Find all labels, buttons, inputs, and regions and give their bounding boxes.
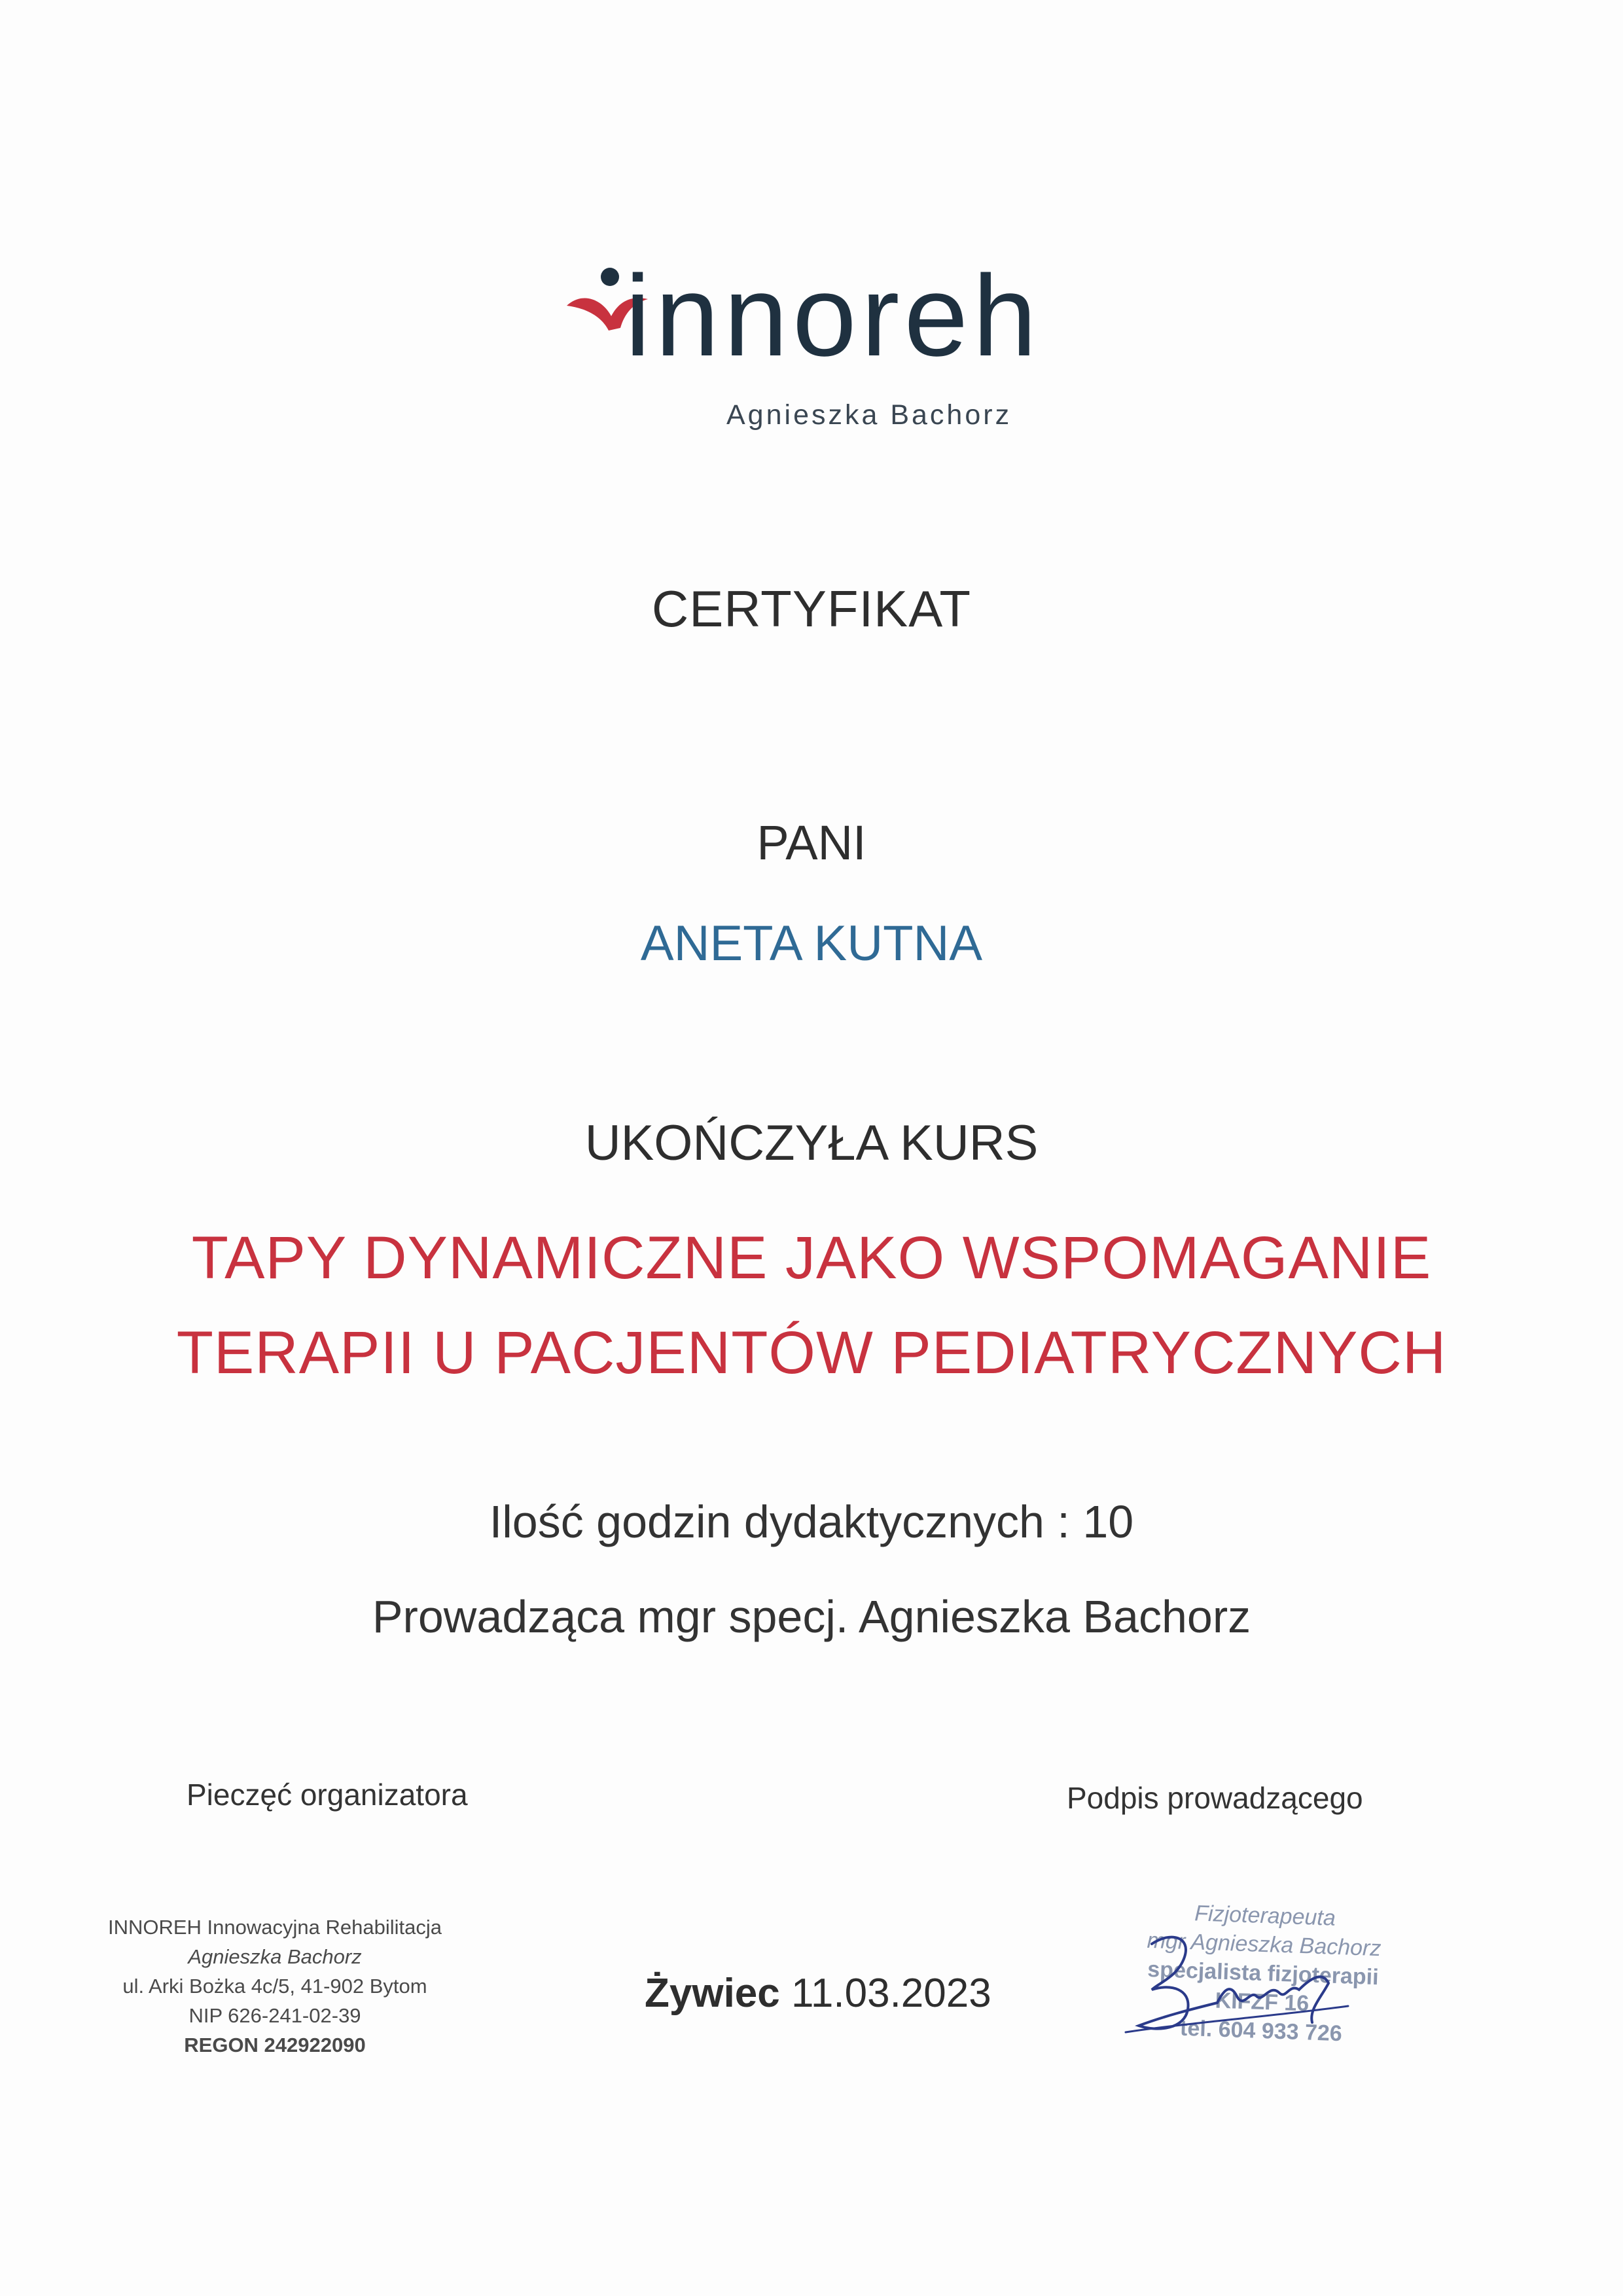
innoreh-logo — [563, 252, 1042, 442]
instructor-stamp-line-3: specjalista fizjoterapii — [1147, 1956, 1380, 1990]
instructor-stamp-line-5: tel. 604 933 726 — [1179, 2015, 1343, 2047]
course-title-line-1: TAPY DYNAMICZNE JAKO WSPOMAGANIE — [191, 1225, 1432, 1291]
signature-label: Podpis prowadzącego — [1067, 1781, 1363, 1815]
salutation: PANI — [757, 816, 866, 870]
handwritten-signature — [1113, 1918, 1414, 2049]
hours-line: Ilość godzin dydaktycznych : 10 — [489, 1496, 1134, 1547]
instructor-stamp-line-1: Fizjoterapeuta — [1194, 1901, 1336, 1931]
completed-label: UKOŃCZYŁA KURS — [584, 1115, 1039, 1171]
place-date — [645, 1970, 991, 2017]
stamp-line-address: ul. Arki Bożka 4c/5, 41-902 Bytom — [122, 1975, 427, 1998]
instructor-line: Prowadząca mgr specj. Agnieszka Bachorz — [372, 1591, 1251, 1642]
certificate-title: CERTYFIKAT — [651, 580, 972, 637]
recipient-name: ANETA KUTNA — [640, 916, 983, 971]
organizer-stamp — [79, 1912, 471, 2060]
place: Żywiec — [645, 1971, 780, 2016]
stamp-line-company: INNOREH Innowacyjna Rehabilitacja — [107, 1916, 442, 1939]
stamp-line-name: Agnieszka Bachorz — [188, 1945, 362, 1968]
stamp-line-regon: REGON 242922090 — [184, 2034, 366, 2056]
logo-subtitle: Agnieszka Bachorz — [726, 399, 1012, 431]
instructor-stamp-line-4: KIFZF 16 — [1215, 1988, 1310, 2017]
course-title-line-2: TERAPII U PACJENTÓW PEDIATRYCZNYCH — [176, 1319, 1447, 1386]
date: 11.03.2023 — [791, 1971, 991, 2016]
instructor-stamp-line-2: mgr Agnieszka Bachorz — [1147, 1928, 1382, 1962]
logo-wordmark: innoreh — [625, 252, 1042, 380]
stamp-line-nip: NIP 626-241-02-39 — [188, 2004, 361, 2027]
stamp-label: Pieczęć organizatora — [187, 1778, 468, 1812]
